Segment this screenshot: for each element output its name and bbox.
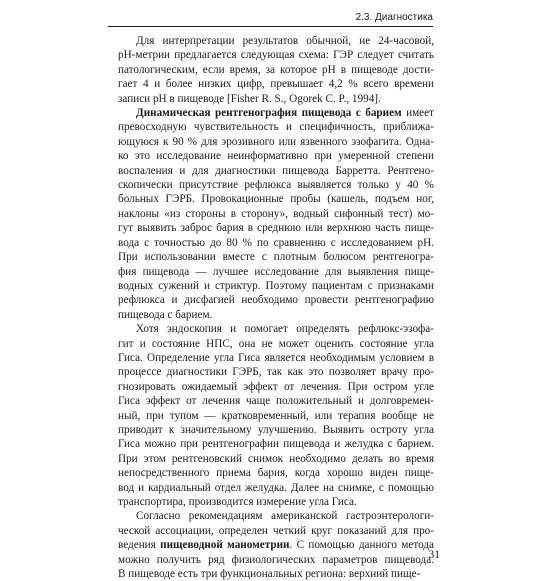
text-run: водных сужений и стриктур. Поэтому пациентам с признаками	[118, 279, 434, 292]
text-run: вод и кардиальный отдел желудка. Далее на снимке, с помощью	[118, 481, 434, 494]
text-line	[118, 524, 434, 538]
text-run: скопически присутствие рефлюкса выявляется только у 40 %	[118, 179, 434, 192]
text-line	[118, 423, 434, 437]
text-line	[118, 293, 434, 307]
text-line	[118, 120, 434, 134]
text-run: фия пищевода — лучшее исследование для выявления пище-	[118, 265, 434, 278]
text-line	[118, 250, 434, 264]
text-run: патологическим, если время, за которое pH в пищеводе дости-	[118, 63, 434, 76]
text-run: гит и состояние НПС, она не может оценить состояние угла	[118, 337, 434, 350]
text-line	[118, 34, 434, 48]
text-line	[118, 77, 434, 91]
text-run: Гиса эффект от лечения чаще положительный и долговремен-	[118, 395, 434, 408]
text-run: гут выявить заброс бария в среднюю или верхнюю часть пище-	[118, 222, 434, 235]
text-run: ко это исследование неинформативно при умеренной степени	[118, 150, 434, 163]
text-line	[118, 106, 434, 120]
text-run: приводит к значительному улучшению. Выявить остроту угла	[118, 423, 434, 436]
text-line	[118, 452, 434, 466]
text-line	[118, 394, 434, 408]
text-line	[118, 409, 434, 423]
text-run: пищевода с барием.	[118, 308, 213, 321]
text-line	[118, 178, 434, 192]
text-run: ющуюся к 90 % для эрозивного или язвенного эзофагита. Одна-	[118, 135, 434, 148]
text-line	[118, 48, 434, 62]
text-run: Согласно рекомендациям американской гастроэнтерологи-	[136, 510, 434, 523]
section-title: 2.3. Диагностика	[355, 12, 433, 23]
text-line	[118, 279, 434, 293]
text-run: гнозировать ожидаемый эффект от лечения. При остром угле	[118, 380, 434, 393]
text-line	[118, 553, 434, 567]
text-line	[118, 509, 434, 523]
text-line	[118, 192, 434, 206]
text-run: вода с точностью до 80 % по сравнению с исследованием pH.	[118, 236, 434, 249]
text-line	[118, 221, 434, 235]
text-run: Для интерпретации результатов обычной, не 24-часовой,	[136, 35, 434, 47]
text-run: непосредственного приема бария, когда хорошо виден пище-	[118, 467, 434, 480]
text-line	[118, 164, 434, 178]
text-line	[118, 380, 434, 394]
text-run: рефлюкса и дисфагией необходимо провести рентгенографию	[118, 294, 434, 307]
text-line	[118, 92, 434, 106]
text-run: воспаления и для диагностики пищевода Барретта. Рентгено-	[118, 164, 434, 177]
text-line	[118, 567, 434, 581]
text-run: Гиса. Определение угла Гиса является необходимым условием в	[118, 351, 434, 364]
text-line	[118, 538, 434, 552]
text-run: pH-метрии предлагается следующая схема: ГЭР следует считать	[118, 49, 434, 62]
text-run: При использовании вместе с плотным болюсом рентгеногра-	[118, 251, 434, 264]
running-header	[108, 12, 433, 27]
text-line	[118, 495, 434, 509]
text-run: превосходную чувствительность и специфичность, приближа-	[118, 121, 434, 134]
text-line	[118, 265, 434, 279]
text-line	[118, 236, 434, 250]
text-line	[118, 351, 434, 365]
text-run: имеет	[401, 107, 434, 120]
page-number: 31	[428, 549, 440, 561]
text-run: . С помощью данного метода	[289, 539, 434, 552]
text-run: При этом рентгеновский снимок необходимо делать во время	[118, 452, 434, 465]
text-line	[118, 135, 434, 149]
text-run: наклоны «из стороны в сторону», водный сифонный тест) мо-	[118, 207, 434, 220]
bold-term: пищеводной манометрии	[160, 539, 290, 552]
text-run: больных ГЭРБ. Провокационные пробы (кашель, подъем ног,	[118, 193, 434, 206]
bold-term: Динамическая рентгенография пищевода с барием	[136, 107, 402, 120]
text-line	[118, 322, 434, 336]
text-run: записи pH в пищеводе [Fisher R. S., Ogorek C. P., 1994].	[118, 92, 381, 105]
text-line	[118, 466, 434, 480]
text-line	[118, 207, 434, 221]
text-line	[118, 149, 434, 163]
text-run: гает 4 и более низких цифр, превышает 4,2 % всего времени	[118, 78, 434, 91]
text-run: ведения	[118, 539, 161, 552]
text-line	[118, 437, 434, 451]
text-line	[118, 63, 434, 77]
text-run: транспортира, производится измерение угла Гиса.	[118, 496, 357, 508]
text-run: можно получить ряд физиологических параметров пищевода.	[118, 553, 434, 566]
text-line	[118, 365, 434, 379]
text-run: ный, при тупом — кратковременный, или терапия вообще не	[118, 409, 434, 422]
text-run: ческой ассоциации, определен четкий круг показаний для про-	[118, 524, 434, 537]
text-run: процессе диагностики ГЭРБ, так как это позволяет врачу про-	[118, 366, 434, 379]
text-run: Хотя эндоскопия и помогает определять рефлюкс-эзофа-	[136, 323, 434, 336]
text-run: В пищеводе есть три функциональных региона: верхний пище-	[118, 568, 421, 581]
text-run: Гиса можно при рентгенографии пищевода и желудка с барием.	[118, 438, 434, 451]
text-line	[118, 337, 434, 351]
body-text	[118, 34, 434, 581]
text-line	[118, 481, 434, 495]
text-line	[118, 308, 434, 322]
